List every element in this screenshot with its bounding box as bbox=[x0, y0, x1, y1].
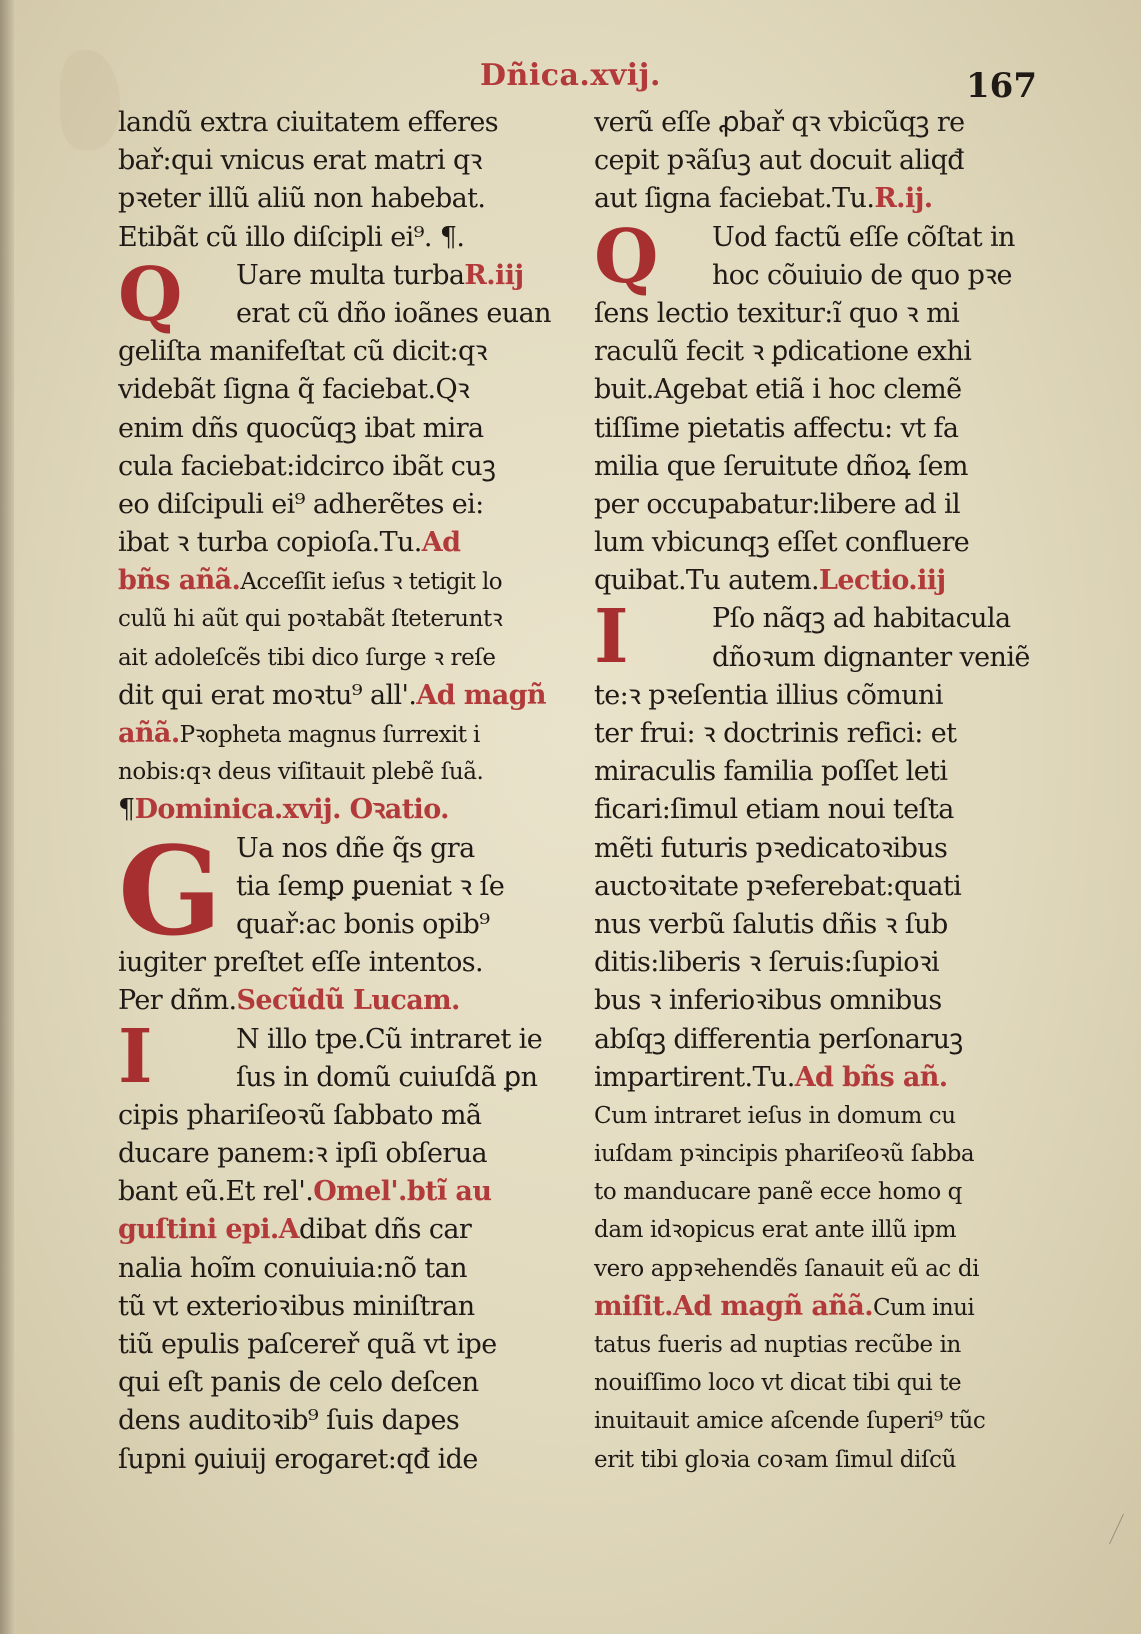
text-line bbox=[118, 219, 566, 257]
text-line bbox=[594, 142, 1034, 180]
small-text: tatus fueris ad nuptias recũbe in bbox=[594, 1332, 961, 1358]
text-line bbox=[118, 104, 566, 142]
body-text: nalia hoĩm conuiuia:nõ tan bbox=[118, 1252, 467, 1284]
text-line bbox=[594, 410, 1034, 448]
body-text: Uare multa turba bbox=[236, 259, 465, 291]
initial-q-right: Q bbox=[594, 214, 659, 300]
text-line bbox=[594, 1097, 1034, 1135]
body-text: cepit pꝛãſuꝫ aut docuit aliqđ bbox=[594, 145, 964, 177]
text-line bbox=[118, 639, 566, 677]
body-text: per occupabatur:libere ad il bbox=[594, 488, 961, 520]
text-line bbox=[118, 1135, 566, 1173]
body-text: quař:ac bonis opib⁹ bbox=[236, 908, 490, 940]
body-text: ficari:ſimul etiam noui teſta bbox=[594, 794, 954, 826]
body-text: hoc cõuiuio de quo pꝛe bbox=[712, 259, 1012, 291]
folio-number: 167 bbox=[966, 66, 1037, 106]
text-line bbox=[118, 1441, 566, 1479]
rubric-text: R.ij. bbox=[874, 183, 933, 215]
text-line bbox=[594, 791, 1034, 829]
small-text: dam idꝛopicus erat ante illũ ipm bbox=[594, 1217, 957, 1244]
text-line bbox=[594, 1135, 1034, 1173]
body-text: impartirent.Tu. bbox=[594, 1061, 795, 1093]
text-line bbox=[118, 906, 566, 944]
body-text: Ua nos dñe q̃s gra bbox=[236, 832, 475, 864]
text-line bbox=[594, 524, 1034, 562]
body-text: erat cũ dño ioãnes euan bbox=[236, 297, 551, 329]
body-text: quibat.Tu autem. bbox=[594, 565, 820, 597]
body-text: tiũ epulis paſcereř quã vt ipe bbox=[118, 1329, 497, 1360]
text-line bbox=[594, 1441, 1034, 1479]
text-line bbox=[118, 180, 566, 218]
body-text: pꝛeter illũ aliũ non habebat. bbox=[118, 183, 486, 215]
text-line bbox=[118, 1288, 566, 1326]
text-line bbox=[594, 448, 1034, 486]
body-text: videbãt ſigna q̃ faciebat.Qꝛ bbox=[118, 374, 470, 406]
text-line bbox=[594, 295, 1034, 333]
text-line bbox=[594, 753, 1034, 791]
body-text: buit.Agebat etiã i hoc clemẽ bbox=[594, 374, 962, 406]
text-line bbox=[594, 1402, 1034, 1440]
body-text: lum vbicunqꝫ eſſet confluere bbox=[594, 527, 970, 559]
small-text: Cum intraret ieſus in domum cu bbox=[594, 1102, 956, 1129]
text-line bbox=[118, 791, 566, 829]
text-line bbox=[594, 906, 1034, 944]
body-text: ditis:liberis ꝛ ſeruis:ſupioꝛi bbox=[594, 947, 940, 979]
text-line bbox=[594, 1059, 1034, 1097]
text-line bbox=[118, 1021, 566, 1059]
text-line bbox=[118, 830, 566, 868]
small-text: Pꝛopheta magnus ſurrexit i bbox=[179, 722, 480, 748]
text-line bbox=[594, 944, 1034, 982]
rubric-text: Secũdũ Lucam. bbox=[236, 985, 460, 1017]
body-text: bant eũ.Et rel'. bbox=[118, 1176, 314, 1208]
text-line bbox=[594, 715, 1034, 753]
text-line bbox=[118, 410, 566, 448]
body-text: verũ eſſe ꝓbař qꝛ vbicũqꝫ re bbox=[594, 107, 965, 138]
initial-i-left: I bbox=[118, 1014, 153, 1100]
rubric-text: Dominica.xvij. Oꝛatio. bbox=[134, 794, 449, 826]
body-text: te:ꝛ pꝛeſentia illius cõmuni bbox=[594, 679, 943, 711]
text-line bbox=[594, 982, 1034, 1020]
text-line bbox=[594, 562, 1034, 600]
text-line bbox=[118, 1211, 566, 1249]
text-line bbox=[118, 1059, 566, 1097]
body-text: qui eſt panis de celo deſcen bbox=[118, 1367, 479, 1399]
body-text: auctoꝛitate pꝛeferebat:quati bbox=[594, 870, 962, 902]
text-line bbox=[118, 1326, 566, 1364]
body-text: raculũ fecit ꝛ ꝑdicatione exhi bbox=[594, 336, 972, 368]
text-line bbox=[594, 1288, 1034, 1326]
text-line bbox=[594, 104, 1034, 142]
body-text: mẽti futuris pꝛedicatoꝛibus bbox=[594, 832, 948, 864]
body-text: ſens lectio texitur:ĩ quo ꝛ mi bbox=[594, 297, 960, 329]
initial-g-decorated: G bbox=[118, 819, 223, 963]
text-line bbox=[118, 257, 566, 295]
text-line bbox=[594, 219, 1034, 257]
rubric-text: Ad bñs añ. bbox=[794, 1061, 948, 1093]
text-line bbox=[594, 371, 1034, 409]
text-line bbox=[118, 982, 566, 1020]
body-text: landũ extra ciuitatem efferes bbox=[118, 107, 499, 138]
text-line bbox=[118, 295, 566, 333]
body-text: aut ſigna faciebat.Tu. bbox=[594, 183, 875, 215]
small-text: ait adoleſcẽs tibi dico ſurge ꝛ reſe bbox=[118, 644, 496, 671]
body-text: bař:qui vnicus erat matri qꝛ bbox=[118, 145, 482, 177]
rubric-text: R.iij bbox=[464, 259, 524, 291]
text-line bbox=[594, 1250, 1034, 1288]
right-text-column bbox=[594, 104, 1034, 1479]
small-text: nouiſſimo loco vt dicat tibi qui te bbox=[594, 1370, 962, 1397]
small-text: erit tibi gloꝛia coꝛam ſimul diſcũ bbox=[594, 1446, 957, 1473]
rubric-text: Omel'.btĩ au bbox=[313, 1176, 492, 1208]
body-text: dñoꝛum dignanter veniẽ bbox=[712, 641, 1030, 673]
body-text: tiſſime pietatis affectu: vt fa bbox=[594, 412, 959, 444]
text-line bbox=[118, 944, 566, 982]
small-text: nobis:qꝛ deus viſitauit plebẽ ſuã. bbox=[118, 759, 484, 786]
rubric-text: miſit.Ad magñ añã. bbox=[594, 1290, 873, 1322]
text-line bbox=[594, 1326, 1034, 1364]
rubric-text: bñs añã. bbox=[118, 565, 241, 597]
text-line bbox=[118, 142, 566, 180]
text-line bbox=[594, 830, 1034, 868]
page-gutter-edge bbox=[0, 0, 14, 1634]
text-line bbox=[118, 677, 566, 715]
body-text: cipis phariſeoꝛũ ſabbato mã bbox=[118, 1099, 482, 1131]
small-text: inuitauit amice aſcende ſuperi⁹ tũc bbox=[594, 1408, 986, 1435]
body-text: ſupni ꝯuiuij erogaret:qđ ide bbox=[118, 1443, 478, 1475]
text-line bbox=[594, 1364, 1034, 1402]
body-text: iugiter preſtet eſſe intentos. bbox=[118, 947, 483, 979]
body-text: milia que ſeruitute dñoꝝ ſem bbox=[594, 450, 968, 482]
text-line bbox=[594, 1173, 1034, 1211]
small-text: Acceſſit ieſus ꝛ tetigit lo bbox=[240, 569, 502, 596]
body-text: miraculis familia poſſet leti bbox=[594, 756, 948, 788]
text-line bbox=[118, 868, 566, 906]
body-text: ducare panem:ꝛ ipſi obſerua bbox=[118, 1138, 488, 1170]
body-text: geliſta manifeſtat cũ dicit:qꝛ bbox=[118, 336, 487, 368]
text-line bbox=[118, 333, 566, 371]
text-line bbox=[118, 524, 566, 562]
text-line bbox=[594, 639, 1034, 677]
text-line bbox=[118, 448, 566, 486]
body-text: abſqꝫ differentia perſonaruꝫ bbox=[594, 1023, 963, 1055]
text-line bbox=[118, 486, 566, 524]
initial-q-left: Q bbox=[118, 252, 183, 338]
text-line bbox=[594, 600, 1034, 638]
text-line bbox=[118, 1402, 566, 1440]
text-line bbox=[118, 600, 566, 638]
text-line bbox=[594, 486, 1034, 524]
rubric-text: Lectio.iij bbox=[819, 565, 946, 597]
small-text: to manducare panẽ ecce homo q bbox=[594, 1179, 963, 1206]
text-line bbox=[594, 333, 1034, 371]
text-line bbox=[118, 1364, 566, 1402]
rubric-text: guſtini epi.A bbox=[118, 1214, 300, 1246]
body-text: tia ſemꝑ ꝑueniat ꝛ ſe bbox=[236, 870, 505, 902]
body-text: nus verbũ ſalutis dñis ꝛ ſub bbox=[594, 908, 948, 940]
small-text: culũ hi aũt qui poꝛtabãt ſteteruntꝛ bbox=[118, 606, 503, 633]
running-head: Dñica.xvij. bbox=[480, 58, 661, 93]
text-line bbox=[594, 257, 1034, 295]
body-text: enim dñs quocũqꝫ ibat mira bbox=[118, 412, 484, 444]
paper-stain bbox=[60, 50, 120, 150]
body-text: dit qui erat moꝛtu⁹ all'. bbox=[118, 679, 417, 711]
text-line bbox=[594, 677, 1034, 715]
text-line bbox=[118, 715, 566, 753]
text-line bbox=[118, 1250, 566, 1288]
text-line bbox=[118, 1173, 566, 1211]
text-line bbox=[118, 1097, 566, 1135]
rubric-text: añã. bbox=[118, 718, 180, 749]
rubric-text: Ad magñ bbox=[416, 679, 546, 711]
text-line bbox=[118, 371, 566, 409]
body-text: tũ vt exterioꝛibus miniſtran bbox=[118, 1290, 475, 1322]
initial-i-right: I bbox=[594, 594, 629, 680]
body-text: Etibãt cũ illo diſcipli ei⁹. ¶. bbox=[118, 221, 465, 253]
rubric-text: Ad bbox=[421, 527, 461, 559]
body-text: ter frui: ꝛ doctrinis refici: et bbox=[594, 718, 957, 749]
small-text: Cum inui bbox=[873, 1294, 975, 1321]
body-text: dens auditoꝛib⁹ ſuis dapes bbox=[118, 1405, 460, 1437]
body-text: eo diſcipuli ei⁹ adherẽtes ei: bbox=[118, 488, 484, 520]
body-text: Per dñm. bbox=[118, 985, 237, 1017]
body-text: ſus in domũ cuiuſdã ꝑn bbox=[236, 1061, 538, 1093]
small-text: vero appꝛehendẽs ſanauit eũ ac di bbox=[594, 1255, 980, 1282]
body-text: ¶ bbox=[118, 794, 135, 826]
body-text: ibat ꝛ turba copioſa.Tu. bbox=[118, 527, 422, 559]
body-text: cula faciebat:idcirco ibãt cuꝫ bbox=[118, 450, 496, 482]
small-text: iuſdam pꝛincipis phariſeoꝛũ ſabba bbox=[594, 1141, 975, 1168]
left-text-column bbox=[118, 104, 566, 1479]
paper-crack bbox=[1089, 1514, 1124, 1544]
text-line bbox=[594, 1211, 1034, 1249]
body-text: dibat dñs car bbox=[299, 1214, 472, 1246]
body-text: bus ꝛ inferioꝛibus omnibus bbox=[594, 985, 942, 1017]
body-text: Pſo nãqꝫ ad habitacula bbox=[712, 603, 1011, 635]
text-line bbox=[594, 868, 1034, 906]
text-line bbox=[594, 180, 1034, 218]
text-line bbox=[594, 1021, 1034, 1059]
text-line bbox=[118, 562, 566, 600]
body-text: N illo tpe.Cũ intraret ie bbox=[236, 1023, 543, 1055]
body-text: Uod factũ eſſe cõſtat in bbox=[712, 221, 1015, 253]
text-line bbox=[118, 753, 566, 791]
